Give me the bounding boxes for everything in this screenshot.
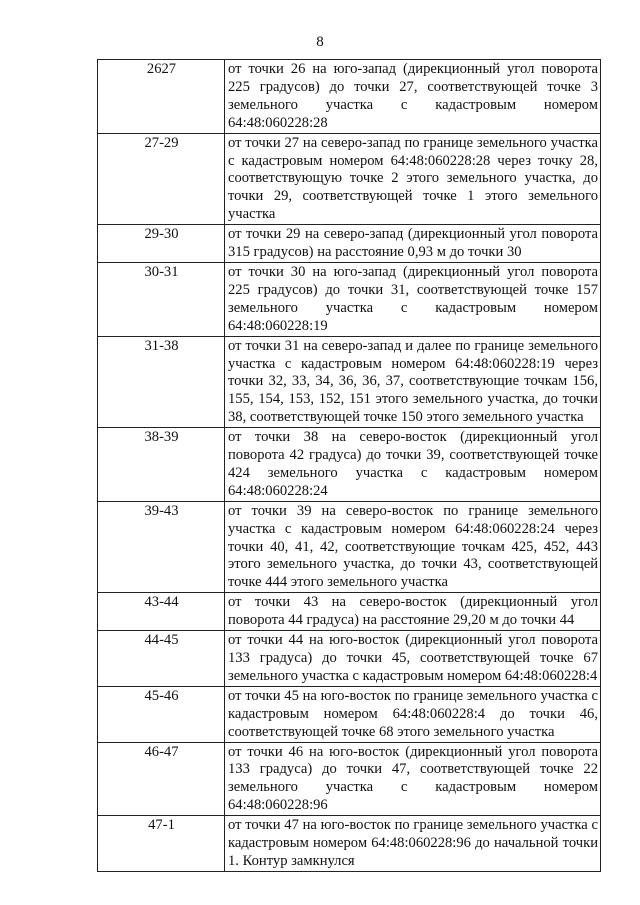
description-cell: от точки 44 на юго-восток (дирекционный угол поворота 133 градуса) до точки 45, соответствующей точке 67 земельного участка с кадастровым номером 64:48:060228:4 <box>225 631 601 687</box>
table-row <box>98 262 601 336</box>
description-cell: от точки 29 на северо-запад (дирекционный угол поворота 315 градусов) на расстояние 0,93 м до точки 30 <box>225 225 601 263</box>
description-cell: от точки 47 на юго-восток по границе земельного участка с кадастровым номером 64:48:060228:96 до начальной точки 1. Контур замкнулся <box>225 816 601 872</box>
segment-cell: 30-31 <box>98 262 225 336</box>
description-cell: от точки 27 на северо-запад по границе земельного участка с кадастровым номером 64:48:060228:28 через точку 28, соответствующую точке 2 этого земельного участка, до точки 29, соответствующей точке 1 этого земельного участка <box>225 133 601 225</box>
table-row <box>98 428 601 502</box>
segment-cell: 2627 <box>98 60 225 134</box>
description-cell: от точки 31 на северо-запад и далее по границе земельного участка с кадастровым номером 64:48:060228:19 через точки 32, 33, 34, 36, 36, 37, соответствующие точкам 156, 155, 154, 153, 152, 151 этого земельного участка, до точки 38, соответствующей точке 150 этого земельного участка <box>225 336 601 428</box>
table-row <box>98 60 601 134</box>
description-cell: от точки 43 на северо-восток (дирекционный угол поворота 44 градуса) на расстояние 29,20 м до точки 44 <box>225 593 601 631</box>
segment-cell: 44-45 <box>98 631 225 687</box>
page-number: 8 <box>316 34 324 50</box>
table-row <box>98 686 601 742</box>
segment-cell: 27-29 <box>98 133 225 225</box>
table-row <box>98 501 601 593</box>
table-row <box>98 742 601 816</box>
table-row <box>98 133 601 225</box>
table-row <box>98 225 601 263</box>
description-cell: от точки 30 на юго-запад (дирекционный угол поворота 225 градусов) до точки 31, соответствующей точке 157 земельного участка с кадастровым номером 64:48:060228:19 <box>225 262 601 336</box>
segment-cell: 46-47 <box>98 742 225 816</box>
boundary-description-table <box>97 59 601 872</box>
description-cell: от точки 26 на юго-запад (дирекционный угол поворота 225 градусов) до точки 27, соответствующей точке 3 земельного участка с кадастровым номером 64:48:060228:28 <box>225 60 601 134</box>
description-cell: от точки 46 на юго-восток (дирекционный угол поворота 133 градуса) до точки 47, соответствующей точке 22 земельного участка с кадастровым номером 64:48:060228:96 <box>225 742 601 816</box>
segment-cell: 29-30 <box>98 225 225 263</box>
table-row <box>98 816 601 872</box>
segment-cell: 38-39 <box>98 428 225 502</box>
segment-cell: 39-43 <box>98 501 225 593</box>
segment-cell: 31-38 <box>98 336 225 428</box>
table-row <box>98 631 601 687</box>
segment-cell: 43-44 <box>98 593 225 631</box>
description-cell: от точки 45 на юго-восток по границе земельного участка с кадастровым номером 64:48:060228:4 до точки 46, соответствующей точке 68 этого земельного участка <box>225 686 601 742</box>
table-body <box>98 60 601 872</box>
segment-cell: 47-1 <box>98 816 225 872</box>
description-cell: от точки 39 на северо-восток по границе земельного участка с кадастровым номером 64:48:060228:24 через точки 40, 41, 42, соответствующие точкам 425, 452, 443 этого земельного участка, до точки 43, соответствующей точке 444 этого земельного участка <box>225 501 601 593</box>
segment-cell: 45-46 <box>98 686 225 742</box>
table-row <box>98 593 601 631</box>
table-row <box>98 336 601 428</box>
description-cell: от точки 38 на северо-восток (дирекционный угол поворота 42 градуса) до точки 39, соответствующей точке 424 земельного участка с кадастровым номером 64:48:060228:24 <box>225 428 601 502</box>
